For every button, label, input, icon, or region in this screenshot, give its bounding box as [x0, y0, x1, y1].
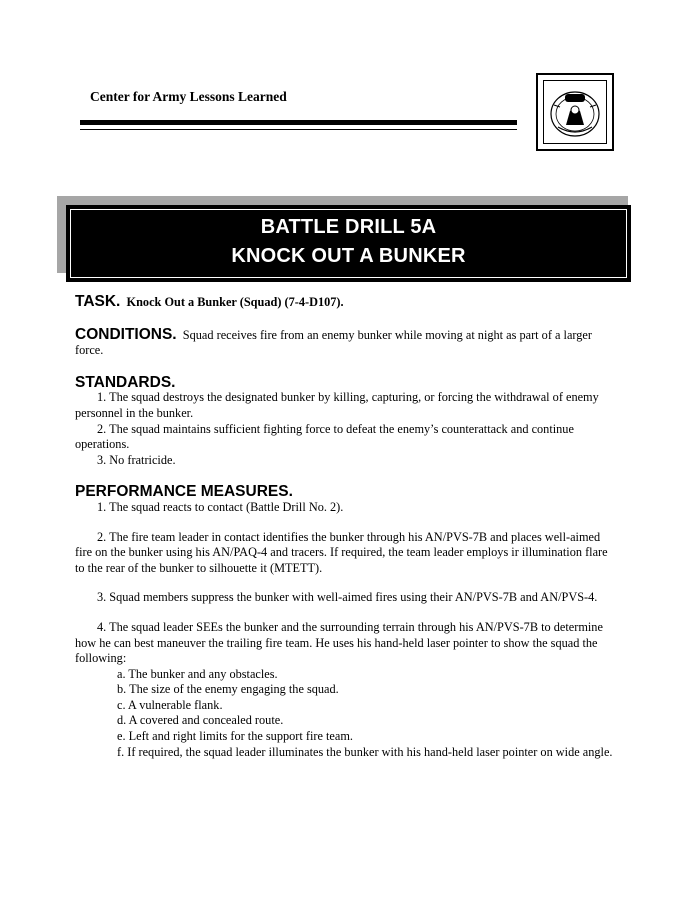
- header-rule-thick: [80, 120, 517, 125]
- performance-subitem-e: e. Left and right limits for the support fire team.: [117, 729, 353, 744]
- title-banner: [66, 205, 631, 282]
- call-logo-emblem: [543, 80, 607, 144]
- standards-item-1: 1. The squad destroys the designated bunker by killing, capturing, or forcing the withdrawal of enemy personnel in the bunker.: [75, 390, 599, 420]
- document-body: [75, 294, 620, 760]
- performance-item-4: 4. The squad leader SEEs the bunker and the surrounding terrain through his AN/PVS-7B to determine how he can best maneuver the trailing fire team. He uses his hand-held laser pointer to show the squad the following:: [75, 619, 603, 666]
- task-section: [75, 294, 620, 311]
- performance-section: [75, 484, 620, 760]
- task-heading: TASK.: [75, 293, 121, 310]
- call-logo: [536, 73, 614, 151]
- standards-item-2: 2. The squad maintains sufficient fighting force to defeat the enemy’s counterattack and continue operations.: [75, 421, 574, 452]
- performance-item-2: 2. The fire team leader in contact identifies the bunker through his AN/PVS-7B and places well-aimed fire on the bunker using his AN/PAQ-4 and tracers. If required, the team leader employs ir illumination flare to the rear of the bunker to silhouette it (MTETT).: [75, 529, 608, 575]
- standards-section: [75, 375, 620, 469]
- task-text: Knock Out a Bunker (Squad) (7-4-D107).: [126, 295, 344, 309]
- performance-subitem-f: f. If required, the squad leader illuminates the bunker with his hand-held laser pointer on wide angle.: [117, 744, 613, 759]
- performance-subitem-c: c. A vulnerable flank.: [117, 697, 223, 712]
- conditions-section: [75, 327, 620, 359]
- header-rule-thin: [80, 129, 517, 130]
- conditions-heading: CONDITIONS.: [75, 325, 177, 343]
- standards-heading: STANDARDS.: [75, 373, 176, 391]
- title-line-1: BATTLE DRILL 5A: [260, 216, 437, 238]
- standards-item-3: 3. No fratricide.: [97, 452, 176, 467]
- performance-heading: PERFORMANCE MEASURES.: [75, 483, 293, 501]
- performance-subitem-a: a. The bunker and any obstacles.: [117, 666, 278, 681]
- performance-item-1: 1. The squad reacts to contact (Battle Drill No. 2).: [97, 499, 344, 514]
- performance-item-3: 3. Squad members suppress the bunker with well-aimed fires using their AN/PVS-7B and AN/PVS-4.: [97, 590, 598, 605]
- performance-subitem-b: b. The size of the enemy engaging the squad.: [117, 682, 339, 697]
- organization-name: Center for Army Lessons Learned: [90, 89, 287, 104]
- performance-subitem-d: d. A covered and concealed route.: [117, 713, 284, 728]
- call-seal-icon: [544, 81, 606, 143]
- title-line-2: KNOCK OUT A BUNKER: [231, 245, 466, 267]
- conditions-text: Squad receives fire from an enemy bunker while moving at night as part of a larger force.: [75, 327, 592, 358]
